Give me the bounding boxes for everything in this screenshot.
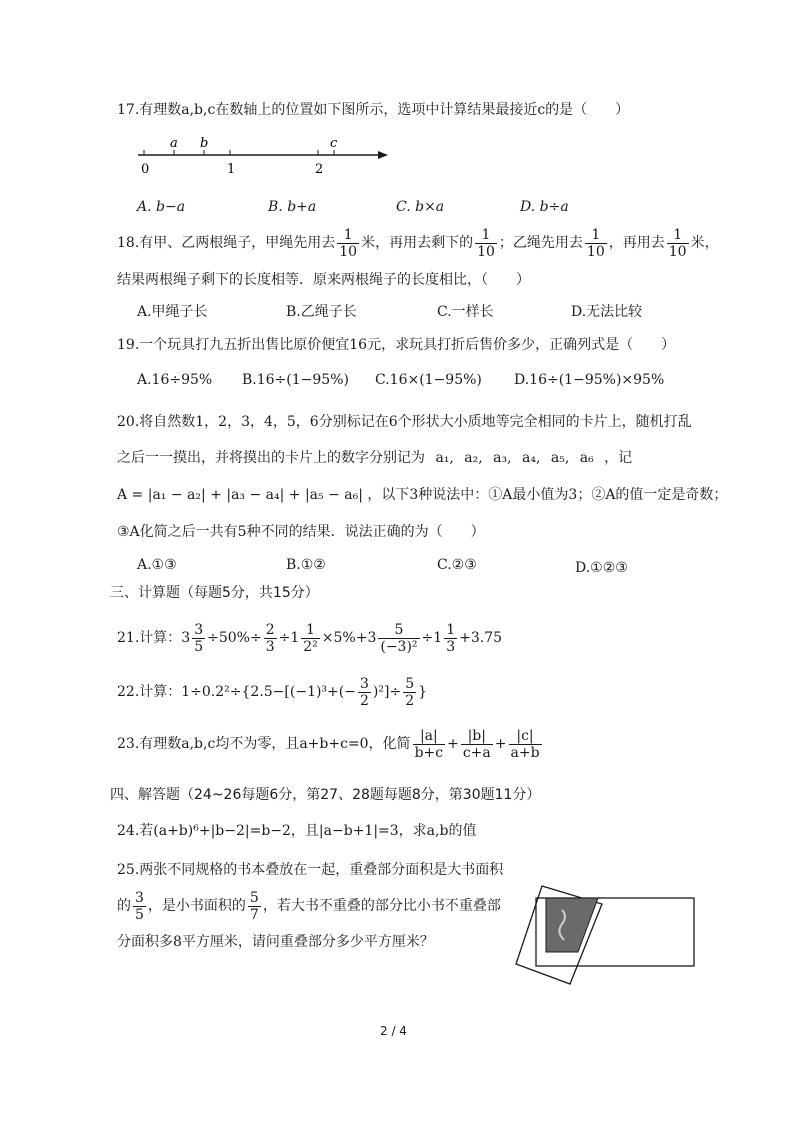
section-3-heading: 三、计算题（每题5分，共15分）: [110, 585, 319, 601]
q25-line1: 25.两张不同规格的书本叠放在一起，重叠部分面积是大书面积: [117, 862, 504, 878]
q18-option-b: B.乙绳子长: [286, 304, 357, 320]
overlap-region: [546, 898, 598, 952]
q24-text: 24.若(a+b)⁶+|b−2|=b−2，且|a−b+1|=3，求a,b的值: [117, 823, 477, 839]
q20-option-c: C.②③: [437, 557, 477, 573]
q20-option-a: A.①③: [137, 557, 177, 573]
page-number: 2 / 4: [380, 1024, 407, 1038]
q20-option-b: B.①②: [286, 557, 326, 573]
q25-line3: 分面积多8平方厘米，请问重叠部分多少平方厘米？: [117, 934, 434, 950]
q17-option-a: A. b−a: [137, 199, 186, 215]
q19-option-b: B.16÷(1−95%): [242, 372, 349, 388]
q20-line2: 之后一一摸出，并将摸出的卡片上的数字分别记为 a₁, a₂, a₃, a₄, a₅, a₆ ，记: [117, 450, 633, 466]
q17-stem: 17.有理数a,b,c在数轴上的位置如下图所示，选项中计算结果最接近c的是（ ）: [117, 102, 630, 118]
q19-stem: 19.一个玩具打九五折出售比原价便宜16元，求玩具打折后售价多少，正确列式是（ ）: [117, 337, 676, 353]
q18-line2: 结果两根绳子剩下的长度相等．原来两根绳子的长度相比，（ ）: [117, 272, 530, 288]
label-b: b: [200, 136, 209, 151]
q21-expression: 21.计算：3 $\frac{3}{5}$ ÷50%÷ $\frac{2}{3}$ ÷1 $\frac{1}{\text{2²}}$ ×5%+3 $\frac{5}{\text{(−3)²}}$ ÷1 $\frac{1}{3}$ +3.75: [117, 621, 503, 655]
label-zero: 0: [141, 162, 150, 177]
overlapping-books-figure: [512, 880, 702, 990]
q17-option-d: D. b÷a: [520, 199, 569, 215]
q17-option-b: B. b+a: [268, 199, 317, 215]
q18-option-c: C.一样长: [437, 304, 494, 320]
number-line-arrow: [378, 151, 388, 159]
q18-option-d: D.无法比较: [571, 304, 643, 320]
label-a: a: [170, 136, 178, 151]
q20-line1: 20.将自然数1，2，3，4，5，6分别标记在6个形状大小质地等完全相同的卡片上，随机打乱: [117, 414, 692, 430]
label-c: c: [330, 136, 338, 151]
q20-line3: A = |a₁ − a₂| + |a₃ − a₄| + |a₅ − a₆| ，以下3种说法中：①A最小值为3；②A的值一定是奇数；: [117, 487, 728, 503]
q17-option-c: C. b×a: [396, 199, 445, 215]
q18-option-a: A.甲绳子长: [137, 304, 208, 320]
q19-option-d: D.16÷(1−95%)×95%: [514, 372, 665, 388]
q20-line4: ③A化简之后一共有5种不同的结果．说法正确的为（ ）: [117, 524, 485, 540]
q20-option-d: D.①②③: [575, 560, 628, 576]
section-4-heading: 四、解答题（24~26每题6分，第27、28题每题8分，第30题11分）: [110, 787, 541, 803]
label-two: 2: [315, 162, 324, 177]
q19-option-a: A.16÷95%: [137, 372, 213, 388]
q22-expression: 22.计算：1÷0.2²÷{2.5−[(−1)³+(− $\frac{3}{2}$ )²]÷ $\frac{5}{2}$ }: [117, 675, 428, 709]
q23-expression: 23.有理数a,b,c均不为零，且a+b+c=0，化简 $\frac{|a|}{b+c}$ + $\frac{|b|}{c+a}$ + $\frac{|c|}{a+b}$: [117, 727, 540, 761]
q19-option-c: C.16×(1−95%): [375, 372, 482, 388]
q25-line2: 的 $\frac{3}{5}$ ，是小书面积的 $\frac{5}{7}$ ，若大书不重叠的部分比小书不重叠部: [117, 889, 501, 923]
number-line: [132, 136, 392, 186]
q18-line1: 18.有甲、乙两根绳子，甲绳先用去 $\frac{1}{10}$ 米，再用去剩下的 $\frac{1}{10}$ ；乙绳先用去 $\frac{1}{10}$ ，再用去 $\frac{1}{10}$ 米，: [117, 226, 719, 260]
label-one: 1: [227, 162, 236, 177]
